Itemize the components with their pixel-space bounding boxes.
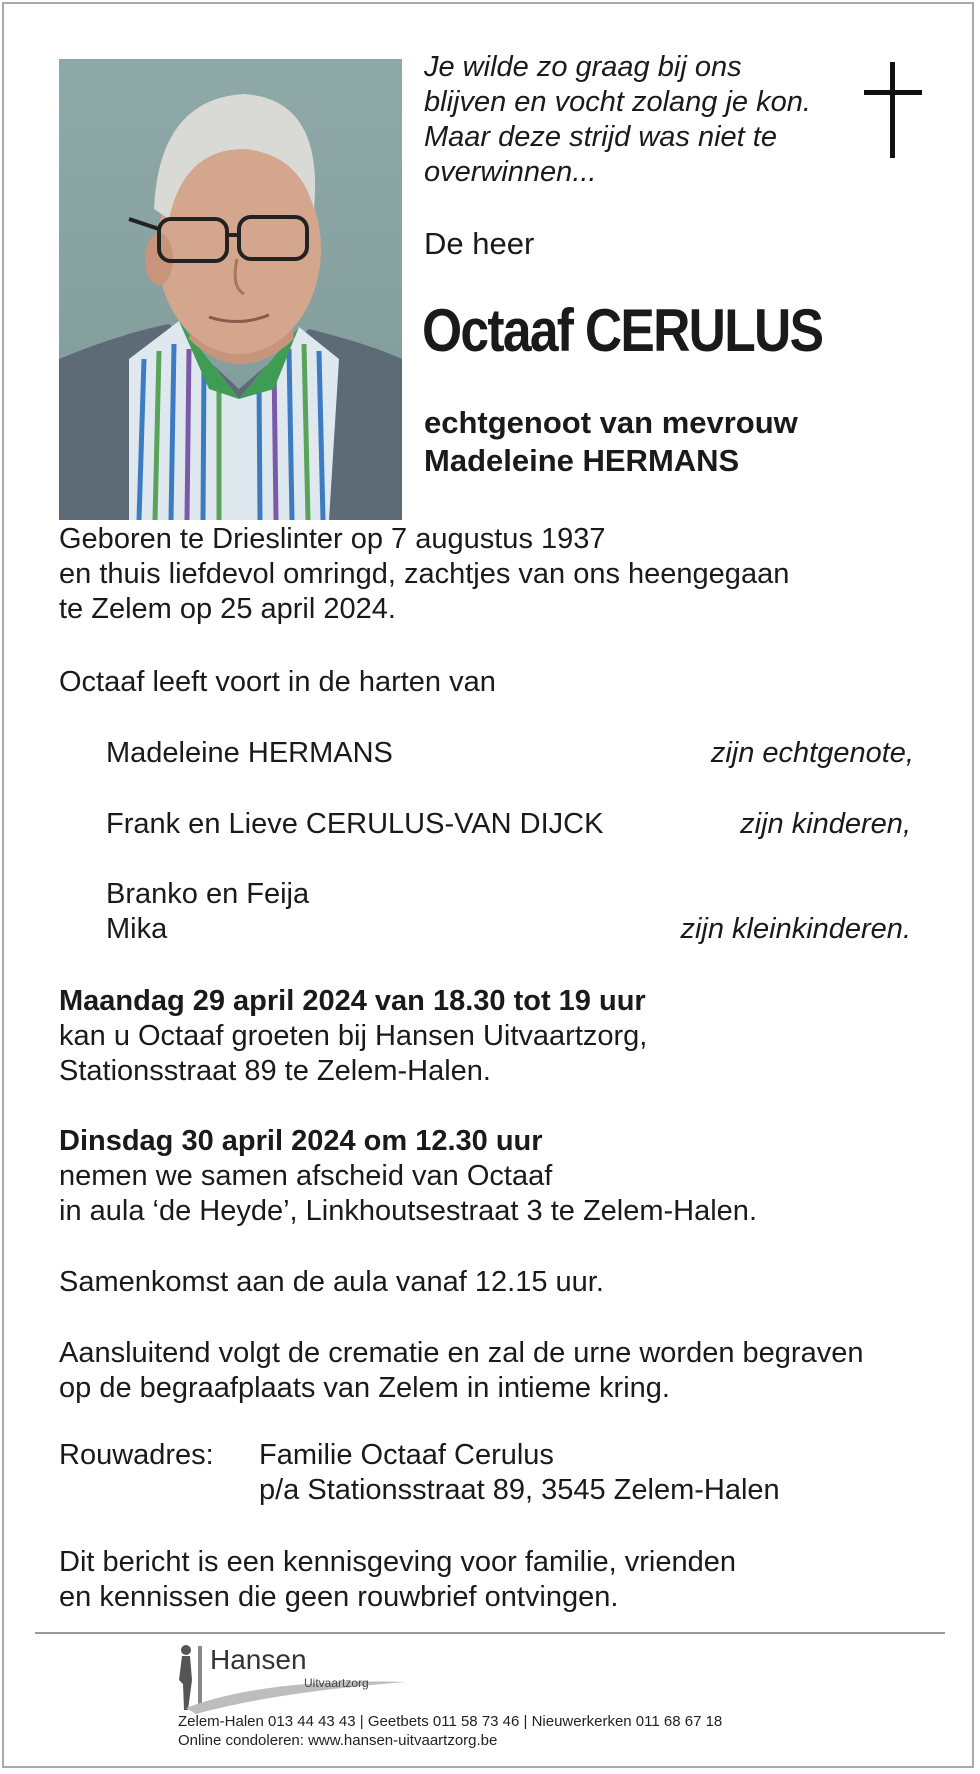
address-line: p/a Stationsstraat 89, 3545 Zelem-Halen — [259, 1474, 780, 1506]
footer-phones: Zelem-Halen 013 44 43 43 | Geetbets 011 58 73 46 | Nieuwerkerken 011 68 67 18 — [178, 1713, 723, 1730]
farewell-line: in aula ‘de Heyde’, Linkhoutsestraat 3 te Zelem-Halen. — [59, 1195, 757, 1227]
poem — [424, 50, 844, 190]
family-intro: Octaaf leeft voort in de harten van — [59, 666, 496, 698]
logo-subtitle: Uitvaartzorg — [304, 1676, 369, 1690]
address-line: Familie Octaaf Cerulus — [259, 1439, 554, 1471]
spouse-line: echtgenoot van mevrouw — [424, 405, 798, 440]
cremation-info — [59, 1336, 863, 1406]
birth-line: te Zelem op 25 april 2024. — [59, 593, 396, 625]
logo-brand: Hansen — [210, 1644, 307, 1675]
mourning-address-label: Rouwadres: — [59, 1439, 214, 1471]
notice-line: Dit bericht is een kennisgeving voor familie, vrienden — [59, 1546, 737, 1578]
spouse-info — [424, 404, 798, 480]
poem-line: overwinnen... — [424, 156, 597, 188]
poem-line: Je wilde zo graag bij ons — [424, 51, 742, 83]
family-relation: zijn echtgenote, — [710, 737, 914, 769]
farewell-heading: Dinsdag 30 april 2024 om 12.30 uur — [59, 1125, 543, 1157]
title-prefix: De heer — [424, 226, 535, 261]
poem-line: blijven en vocht zolang je kon. — [424, 86, 811, 118]
footer-website: Online condoleren: www.hansen-uitvaartzorg.be — [178, 1732, 498, 1749]
farewell-info — [59, 1124, 757, 1229]
birth-line: Geboren te Drieslinter op 7 augustus 1937 — [59, 523, 606, 555]
swoosh-icon — [186, 1674, 406, 1714]
mourning-address-value — [259, 1438, 780, 1508]
cross-icon — [864, 62, 922, 158]
portrait-photo — [59, 59, 402, 520]
portrait-illustration — [59, 59, 402, 520]
visitation-heading: Maandag 29 april 2024 van 18.30 tot 19 uur — [59, 985, 646, 1017]
spouse-name: Madeleine HERMANS — [424, 443, 740, 478]
family-relation: zijn kleinkinderen. — [680, 913, 911, 945]
poem-line: Maar deze strijd was niet te — [424, 121, 777, 153]
family-names: Mika — [106, 913, 168, 945]
deceased-name: Octaaf CERULUS — [422, 297, 823, 364]
family-names: Frank en Lieve CERULUS-VAN DIJCK — [106, 808, 604, 840]
cremation-line: Aansluitend volgt de crematie en zal de urne worden begraven — [59, 1337, 864, 1369]
family-names: Madeleine HERMANS — [106, 737, 393, 769]
visitation-line: kan u Octaaf groeten bij Hansen Uitvaartzorg, — [59, 1020, 648, 1052]
birth-line: en thuis liefdevol omringd, zachtjes van ons heengegaan — [59, 558, 790, 590]
family-relation: zijn kinderen, — [740, 808, 911, 840]
farewell-line: nemen we samen afscheid van Octaaf — [59, 1160, 553, 1192]
footer-contact — [178, 1712, 722, 1750]
notice — [59, 1545, 736, 1615]
visitation-line: Stationsstraat 89 te Zelem-Halen. — [59, 1055, 491, 1087]
gathering-info: Samenkomst aan de aula vanaf 12.15 uur. — [59, 1266, 604, 1298]
funeral-home-logo — [172, 1640, 432, 1714]
divider — [35, 1632, 945, 1634]
cremation-line: op de begraafplaats van Zelem in intieme kring. — [59, 1372, 670, 1404]
notice-line: en kennissen die geen rouwbrief ontvingen. — [59, 1581, 619, 1613]
visitation-info — [59, 984, 647, 1089]
family-names: Branko en Feija — [106, 878, 310, 910]
birth-info — [59, 522, 789, 627]
